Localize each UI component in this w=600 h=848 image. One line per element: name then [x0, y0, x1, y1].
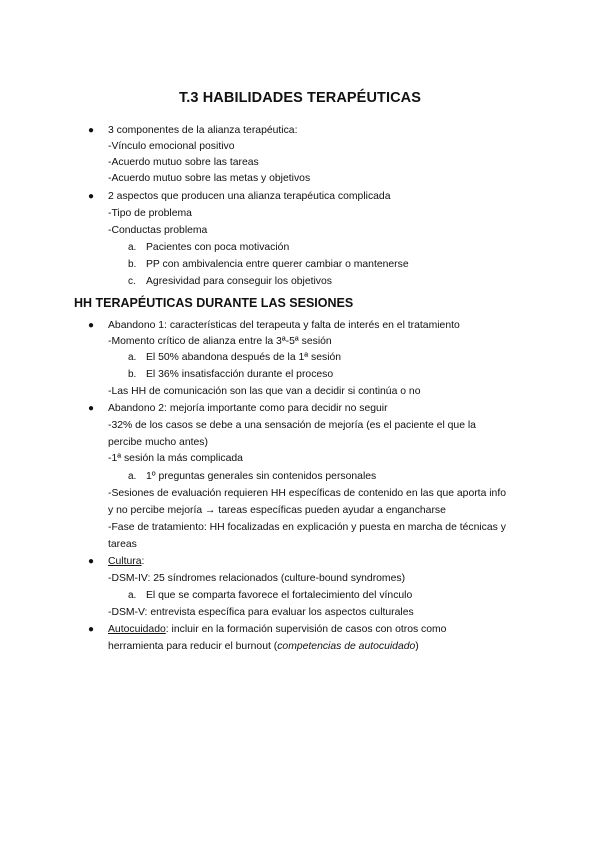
list-line: -DSM-V: entrevista específica para evaluar los aspectos culturales	[108, 607, 414, 618]
sub-item-label: a.	[128, 471, 137, 482]
list-line: -DSM-IV: 25 síndromes relacionados (culture-bound syndromes)	[108, 573, 406, 584]
list-line: -Tipo de problema	[108, 208, 192, 219]
page-title: T.3 HABILIDADES TERAPÉUTICAS	[178, 90, 422, 106]
list-line: -Las HH de comunicación son las que van a decidir si continúa o no	[108, 386, 421, 397]
list-line: percibe mucho antes)	[108, 437, 208, 448]
bullet-item	[108, 555, 144, 569]
list-line: y no percibe mejoría → tareas específicas pueden ayudar a engancharse	[108, 505, 446, 516]
list-line: -Momento crítico de alianza entre la 3ª-5ª sesión	[108, 336, 332, 347]
culture-heading: Cultura	[108, 556, 142, 567]
list-line	[108, 640, 419, 654]
sub-item: El 36% insatisfacción durante el proceso	[146, 369, 334, 380]
bullet-icon: ●	[88, 125, 95, 136]
sub-item: El 50% abandona después de la 1ª sesión	[146, 352, 342, 363]
bullet-item: Abandono 2: mejoría importante como para decidir no seguir	[108, 403, 388, 414]
bullet-icon: ●	[88, 403, 95, 414]
sub-item: Pacientes con poca motivación	[146, 242, 290, 253]
bullet-icon: ●	[88, 320, 95, 331]
autocuidado-italic: competencias de autocuidado	[277, 641, 416, 652]
autocuidado-text-post: )	[415, 641, 419, 652]
list-line: -Conductas problema	[108, 225, 208, 236]
sub-item: El que se comparta favorece el fortalecimiento del vínculo	[146, 590, 413, 601]
list-line: -Acuerdo mutuo sobre las tareas	[108, 157, 259, 168]
sub-item: Agresividad para conseguir los objetivos	[146, 276, 332, 287]
list-line: -Acuerdo mutuo sobre las metas y objetivos	[108, 173, 311, 184]
list-line: -Fase de tratamiento: HH focalizadas en explicación y puesta en marcha de técnicas y	[108, 522, 506, 533]
sub-item-label: b.	[128, 259, 137, 270]
autocuidado-text-pre: herramienta para reducir el burnout (	[108, 641, 278, 652]
bullet-icon: ●	[88, 624, 95, 635]
sub-item: PP con ambivalencia entre querer cambiar o mantenerse	[146, 259, 409, 270]
autocuidado-heading: Autocuidado	[108, 624, 166, 635]
bullet-item: 3 componentes de la alianza terapéutica:	[108, 125, 298, 136]
sub-item-label: a.	[128, 242, 137, 253]
list-line: -Vínculo emocional positivo	[108, 141, 235, 152]
list-line: -Sesiones de evaluación requieren HH específicas de contenido en las que aporta info	[108, 488, 506, 499]
sub-item-label: c.	[128, 276, 136, 287]
sub-item: 1º preguntas generales sin contenidos personales	[146, 471, 377, 482]
culture-colon: :	[141, 556, 145, 567]
sub-item-label: b.	[128, 369, 137, 380]
list-line: -32% de los casos se debe a una sensación de mejoría (es el paciente el que la	[108, 420, 476, 431]
list-line: -1ª sesión la más complicada	[108, 453, 243, 464]
sub-item-label: a.	[128, 590, 137, 601]
bullet-icon: ●	[88, 556, 95, 567]
list-line: tareas	[108, 539, 137, 550]
section-title: HH TERAPÉUTICAS DURANTE LAS SESIONES	[74, 296, 354, 310]
bullet-item: Abandono 1: características del terapeuta y falta de interés en el tratamiento	[108, 320, 460, 331]
sub-item-label: a.	[128, 352, 137, 363]
bullet-item: 2 aspectos que producen una alianza terapéutica complicada	[108, 191, 391, 202]
autocuidado-text: : incluir en la formación supervisión de casos con otros como	[165, 624, 447, 635]
bullet-item	[108, 623, 446, 637]
bullet-icon: ●	[88, 191, 95, 202]
